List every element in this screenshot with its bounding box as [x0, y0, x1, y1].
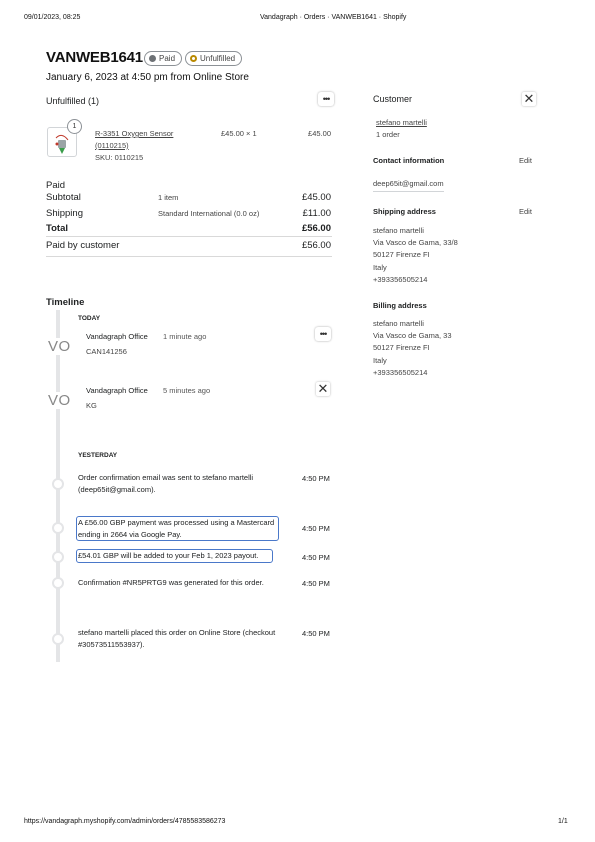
comment-avatar: VO — [48, 392, 71, 409]
billing-street: Via Vasco de Gama, 33 — [373, 331, 452, 341]
total-label: Total — [46, 223, 68, 234]
comment-text: CAN141256 — [86, 347, 127, 356]
billing-name: stefano martelli — [373, 319, 424, 328]
print-page-title: Vandagraph · Orders · VANWEB1641 · Shopify — [260, 14, 407, 21]
timeline-dot — [52, 577, 64, 589]
billing-address-block — [373, 318, 452, 379]
comment-text: KG — [86, 401, 97, 410]
timeline-event-text: Confirmation #NR5PRTG9 was generated for this order. — [78, 578, 264, 587]
timeline-heading: Timeline — [46, 297, 85, 308]
timeline-event-time: 4:50 PM — [302, 553, 330, 562]
comment-more-actions-icon[interactable]: ••• — [315, 327, 331, 341]
quantity-badge: 1 — [67, 119, 82, 134]
paid-status-badge — [144, 51, 182, 66]
shipping-address-block — [373, 225, 458, 286]
shipping-street: Via Vasco de Gama, 33/8 — [373, 238, 458, 248]
contact-edit-link[interactable]: Edit — [519, 156, 532, 165]
subtotal-label: Subtotal — [46, 192, 81, 203]
remove-customer-close-icon[interactable]: ✕ — [523, 91, 535, 106]
comment-author: Vandagraph Office — [86, 332, 148, 341]
customer-email-link[interactable]: deep65it@gmail.com — [373, 179, 444, 192]
billing-city: 50127 Firenze FI — [373, 343, 430, 353]
timeline-dot — [52, 478, 64, 490]
billing-country: Italy — [373, 355, 387, 365]
comment-avatar: VO — [48, 338, 71, 355]
shipping-phone: +393356505214 — [373, 274, 428, 284]
unfulfilled-heading: Unfulfilled (1) — [46, 96, 100, 106]
paid-by-customer-amount: £56.00 — [301, 240, 331, 251]
order-title: VANWEB1641 — [46, 49, 143, 66]
fulfillment-status-badge — [185, 51, 242, 66]
payment-bottom-divider — [46, 256, 332, 257]
shipping-label: Shipping — [46, 208, 83, 219]
shipping-amount: £11.00 — [302, 208, 331, 219]
fulfillment-status-label: Unfulfilled — [200, 54, 236, 63]
comment-time: 5 minutes ago — [163, 386, 211, 395]
contact-info-heading: Contact information — [373, 156, 445, 165]
shipping-edit-link[interactable]: Edit — [519, 207, 532, 216]
order-subtitle: January 6, 2023 at 4:50 pm from Online Store — [46, 72, 249, 83]
paid-status-label: Paid — [159, 54, 176, 63]
product-sku: SKU: 0110215 — [95, 153, 144, 162]
shipping-city: 50127 Firenze FI — [373, 250, 430, 260]
customer-name-link[interactable]: stefano martelli — [376, 118, 427, 127]
customer-order-count: 1 order — [376, 130, 400, 139]
shipping-country: Italy — [373, 262, 387, 272]
timeline-event-text: stefano martelli placed this order on Online Store (checkout #30573511553937). — [78, 628, 276, 649]
shipping-detail: Standard International (0.0 oz) — [158, 209, 260, 218]
product-unit-price: £45.00 × 1 — [221, 129, 257, 138]
fulfillment-more-actions-icon[interactable]: ••• — [318, 92, 334, 106]
timeline-event-text: A £56.00 GBP payment was processed using a Mastercard ending in 2664 via Google Pay. — [78, 518, 275, 539]
print-datetime: 09/01/2023, 08:25 — [24, 14, 81, 21]
paid-dot-icon — [149, 55, 156, 62]
comment-time: 1 minute ago — [163, 332, 207, 341]
print-url: https://vandagraph.myshopify.com/admin/orders/4785583586273 — [24, 818, 226, 825]
timeline-event-time: 4:50 PM — [302, 474, 330, 483]
payment-divider — [46, 236, 332, 237]
paid-by-customer-label: Paid by customer — [46, 240, 120, 251]
print-page-number: 1/1 — [558, 818, 568, 825]
product-name-link[interactable]: R-3351 Oxygen Sensor — [95, 129, 174, 138]
shipping-address-heading: Shipping address — [373, 207, 436, 216]
shipping-name: stefano martelli — [373, 226, 424, 235]
subtotal-amount: £45.00 — [301, 192, 331, 203]
comment-close-icon[interactable]: ✕ — [317, 381, 329, 396]
timeline-event-text: £54.01 GBP will be added to your Feb 1, 2023 payout. — [78, 551, 259, 560]
timeline-dot — [52, 633, 64, 645]
product-line-total: £45.00 — [308, 129, 331, 138]
subtotal-detail: 1 item — [158, 193, 179, 202]
total-amount: £56.00 — [301, 223, 331, 234]
customer-heading: Customer — [373, 94, 413, 104]
payment-heading: Paid — [46, 180, 66, 191]
timeline-yesterday-label: YESTERDAY — [78, 452, 118, 459]
unfulfilled-ring-icon — [190, 55, 197, 62]
billing-phone: +393356505214 — [373, 367, 428, 377]
product-variant-link[interactable]: (0110215) — [95, 141, 129, 150]
timeline-today-label: TODAY — [78, 315, 101, 322]
timeline-dot — [52, 551, 64, 563]
billing-address-heading: Billing address — [373, 301, 427, 310]
timeline-event-time: 4:50 PM — [302, 629, 330, 638]
comment-author: Vandagraph Office — [86, 386, 148, 395]
timeline-event-time: 4:50 PM — [302, 579, 330, 588]
timeline-event-time: 4:50 PM — [302, 524, 330, 533]
timeline-dot — [52, 522, 64, 534]
timeline-event-text: Order confirmation email was sent to stefano martelli (deep65it@gmail.com). — [78, 473, 254, 494]
